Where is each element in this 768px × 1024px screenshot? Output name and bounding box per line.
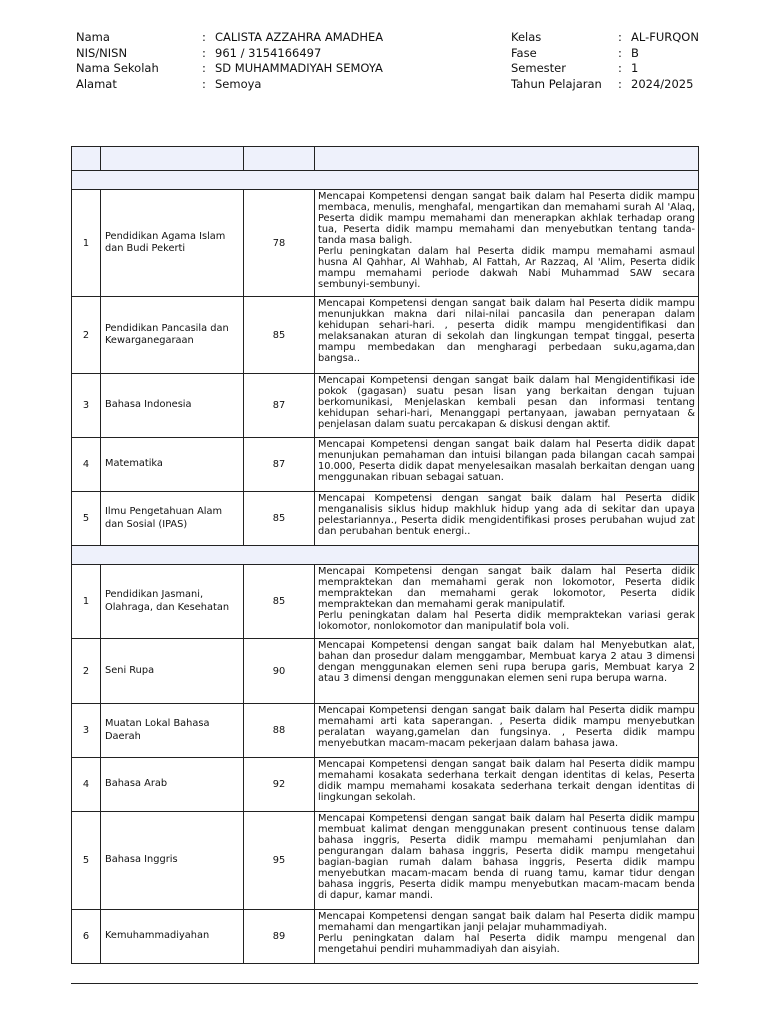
separator: : bbox=[202, 76, 206, 91]
grade-value: 85 bbox=[244, 297, 315, 374]
group-b-row bbox=[72, 546, 699, 565]
separator: : bbox=[618, 76, 622, 91]
description-cell bbox=[315, 190, 699, 297]
info-row-nis bbox=[76, 46, 383, 62]
group-b-label bbox=[72, 546, 699, 565]
separator: : bbox=[618, 45, 622, 60]
subject-name: Bahasa Inggris bbox=[101, 812, 244, 910]
subject-name: Bahasa Indonesia bbox=[101, 374, 244, 438]
value-sekolah: SD MUHAMMADIYAH SEMOYA bbox=[215, 61, 383, 75]
group-a-row bbox=[72, 171, 699, 190]
info-row-alamat bbox=[76, 77, 383, 93]
table-row bbox=[72, 297, 699, 374]
subject-name: Seni Rupa bbox=[101, 639, 244, 704]
value-semester: 1 bbox=[631, 61, 639, 75]
description-text: Mencapai Kompetensi dengan sangat baik dalam hal Peserta didik mampu membaca, menulis, menghafal, mengartikan dan memahami surah Al 'Alaq, Peserta didik mampu memahami dan menerapkan akhlak terhadap orang tua, Peserta didik mampu memahami dan menyebutkan tentang tanda-tanda masa baligh. bbox=[318, 191, 695, 246]
table-row bbox=[72, 190, 699, 297]
info-row-tahun bbox=[511, 77, 699, 93]
grade-value: 85 bbox=[244, 565, 315, 639]
subject-name: Bahasa Arab bbox=[101, 758, 244, 812]
table-row bbox=[72, 910, 699, 964]
description-text: Mencapai Kompetensi dengan sangat baik dalam hal Peserta didik mampu memahami arti kata saperangan. , Peserta didik mampu menyebutkan peralatan wayang,gamelan dan fungsinya. , Peserta didik mampu menyebutkan macam-macam pekerjaan dalam bahasa jawa. bbox=[318, 705, 695, 749]
student-info-right bbox=[511, 30, 699, 92]
subject-name: Pendidikan Agama Islam dan Budi Pekerti bbox=[101, 190, 244, 297]
subject-name: Muatan Lokal Bahasa Daerah bbox=[101, 704, 244, 758]
subject-name: Pendidikan Jasmani, Olahraga, dan Kesehatan bbox=[101, 565, 244, 639]
row-number: 4 bbox=[72, 758, 101, 812]
info-row-semester bbox=[511, 61, 699, 77]
footer-divider bbox=[71, 983, 698, 984]
description-cell bbox=[315, 812, 699, 910]
separator: : bbox=[618, 61, 622, 75]
description-text: Mencapai Kompetensi dengan sangat baik dalam hal Peserta didik mampu memahami dan mengartikan janji pelajar muhammadiyah. bbox=[318, 911, 695, 933]
separator: : bbox=[202, 61, 206, 75]
description-cell bbox=[315, 438, 699, 492]
table-row bbox=[72, 704, 699, 758]
description-text: Mencapai Kompetensi dengan sangat baik dalam hal Menyebutkan alat, bahan dan prosedur dalam menggambar, Membuat karya 2 atau 3 dimensi dengan menggunakan elemen seni rupa berupa garis, Membuat karya 2 atau 3 dimensi dengan menggunakan elemen seni rupa berupa warna. bbox=[318, 640, 695, 684]
value-nama: CALISTA AZZAHRA AMADHEA bbox=[215, 30, 384, 44]
grade-value: 92 bbox=[244, 758, 315, 812]
header-description bbox=[315, 147, 699, 171]
table-row bbox=[72, 438, 699, 492]
description-text: Perlu peningkatan dalam hal Peserta didik mempraktekan variasi gerak lokomotor, nonlokomotor dan manipulatif bola voli. bbox=[318, 610, 695, 632]
description-text: Mencapai Kompetensi dengan sangat baik dalam hal Peserta didik menganalisis siklus hidup makhluk hidup yang ada di sekitar dan upaya pelestariannya., Peserta didik mengidentifikasi proses perubahan wujud zat dan perubahan bentuk energi.. bbox=[318, 493, 695, 537]
row-number: 6 bbox=[72, 910, 101, 964]
separator: : bbox=[618, 30, 622, 44]
header-grade bbox=[244, 147, 315, 171]
row-number: 4 bbox=[72, 438, 101, 492]
description-cell bbox=[315, 297, 699, 374]
description-text: Mencapai Kompetensi dengan sangat baik dalam hal Peserta didik mempraktekan dan memahami gerak non lokomotor, Peserta didik mempraktekan dan memahami gerak lokomotor, Peserta didik mempraktekan dan memahami gerak manipulatif. bbox=[318, 566, 695, 610]
grades-table bbox=[71, 146, 699, 964]
grade-value: 90 bbox=[244, 639, 315, 704]
grade-value: 95 bbox=[244, 812, 315, 910]
description-text: Mencapai Kompetensi dengan sangat baik dalam hal Peserta didik mampu membuat kalimat dengan menggunakan present continuous tense dalam bahasa inggris, Peserta didik mampu memahami penjumlahan dan pengurangan dalam bahasa inggris, Peserta didik mampu mengetahui bagian-bagian rumah dalam bahasa inggris, Peserta didik mampu menyebutkan macam-macam benda di ruang tamu, kamar tidur dengan bahasa inggris, Peserta didik mampu menyebutkan macam-macam benda di dapur, kamar mandi. bbox=[318, 813, 695, 901]
description-cell bbox=[315, 492, 699, 546]
value-tahun: 2024/2025 bbox=[631, 76, 694, 91]
description-text: Mencapai Kompetensi dengan sangat baik dalam hal Peserta didik dapat menunjukan pemahaman dan intuisi bilangan pada bilangan cacah sampai 10.000, Peserta didik dapat menyelesaikan masalah berkaitan dengan uang menggunakan ribuan sebagai satuan. bbox=[318, 439, 695, 483]
table-row bbox=[72, 374, 699, 438]
subject-name: Ilmu Pengetahuan Alam dan Sosial (IPAS) bbox=[101, 492, 244, 546]
label-tahun: Tahun Pelajaran bbox=[511, 76, 602, 91]
table-header-row bbox=[72, 147, 699, 171]
row-number: 3 bbox=[72, 374, 101, 438]
grade-value: 85 bbox=[244, 492, 315, 546]
description-cell bbox=[315, 758, 699, 812]
student-info-left bbox=[76, 30, 383, 92]
description-cell bbox=[315, 639, 699, 704]
table-row bbox=[72, 812, 699, 910]
row-number: 5 bbox=[72, 492, 101, 546]
description-cell bbox=[315, 704, 699, 758]
table-row bbox=[72, 565, 699, 639]
description-text: Mencapai Kompetensi dengan sangat baik dalam hal Peserta didik mampu menunjukkan makna dari nilai-nilai pancasila dan penerapan dalam kehidupan sehari-hari. , peserta didik mampu mengidentifikasi dan melaksanakan aturan di sekolah dan lingkungan tempat tinggal, peserta mampu membedakan dan mengharagi perbedaan suku,agama,dan bangsa.. bbox=[318, 298, 695, 364]
info-row-nama bbox=[76, 30, 383, 46]
row-number: 1 bbox=[72, 190, 101, 297]
label-nama: Nama bbox=[76, 30, 110, 44]
info-row-fase bbox=[511, 46, 699, 62]
grade-value: 78 bbox=[244, 190, 315, 297]
table-row bbox=[72, 492, 699, 546]
description-text: Mencapai Kompetensi dengan sangat baik dalam hal Peserta didik mampu memahami kosakata sederhana terkait dengan identitas di kelas, Peserta didik mampu memahami kosakata sederhana terkait dengan identitas di lingkungan sekolah. bbox=[318, 759, 695, 803]
label-kelas: Kelas bbox=[511, 30, 542, 44]
info-row-sekolah bbox=[76, 61, 383, 77]
row-number: 1 bbox=[72, 565, 101, 639]
subject-name: Pendidikan Pancasila dan Kewarganegaraan bbox=[101, 297, 244, 374]
description-cell bbox=[315, 910, 699, 964]
label-nis: NIS/NISN bbox=[76, 45, 128, 60]
table-row bbox=[72, 758, 699, 812]
row-number: 2 bbox=[72, 297, 101, 374]
value-alamat: Semoya bbox=[215, 76, 262, 91]
description-text: Perlu peningkatan dalam hal Peserta didik mampu mengenal dan mengetahui pendiri muhammadiyah dan aisyiah. bbox=[318, 933, 695, 955]
subject-name: Kemuhammadiyahan bbox=[101, 910, 244, 964]
description-text: Perlu peningkatan dalam hal Peserta didik mampu memahami asmaul husna Al Qahhar, Al Wahhab, Al Fattah, Ar Razzaq, Al 'Alim, Peserta didik mampu memahami periode dakwah Nabi Muhammad SAW secara sembunyi-sembunyi. bbox=[318, 246, 695, 290]
header-no bbox=[72, 147, 101, 171]
separator: : bbox=[202, 30, 206, 44]
label-fase: Fase bbox=[511, 45, 537, 60]
value-nis: 961 / 3154166497 bbox=[215, 45, 322, 60]
description-cell bbox=[315, 565, 699, 639]
row-number: 3 bbox=[72, 704, 101, 758]
grade-value: 87 bbox=[244, 438, 315, 492]
label-sekolah: Nama Sekolah bbox=[76, 61, 159, 75]
separator: : bbox=[202, 45, 206, 60]
header-subject bbox=[101, 147, 244, 171]
label-semester: Semester bbox=[511, 61, 566, 75]
group-a-label bbox=[72, 171, 699, 190]
subject-name: Matematika bbox=[101, 438, 244, 492]
label-alamat: Alamat bbox=[76, 76, 117, 91]
row-number: 5 bbox=[72, 812, 101, 910]
value-fase: B bbox=[631, 45, 639, 60]
value-kelas: AL-FURQON bbox=[631, 30, 699, 44]
grade-value: 88 bbox=[244, 704, 315, 758]
grade-value: 89 bbox=[244, 910, 315, 964]
table-row bbox=[72, 639, 699, 704]
grade-value: 87 bbox=[244, 374, 315, 438]
description-text: Mencapai Kompetensi dengan sangat baik dalam hal Mengidentifikasi ide pokok (gagasan) suatu pesan lisan yang berkaitan dengan tujuan berkomunikasi, Menjelaskan kembali pesan dan informasi tentang kehidupan sehari-hari, Menanggapi pertanyaan, jawaban pernyataan & penjelasan dalam suatu percakapan & diskusi dengan aktif. bbox=[318, 375, 695, 430]
info-row-kelas bbox=[511, 30, 699, 46]
description-cell bbox=[315, 374, 699, 438]
row-number: 2 bbox=[72, 639, 101, 704]
